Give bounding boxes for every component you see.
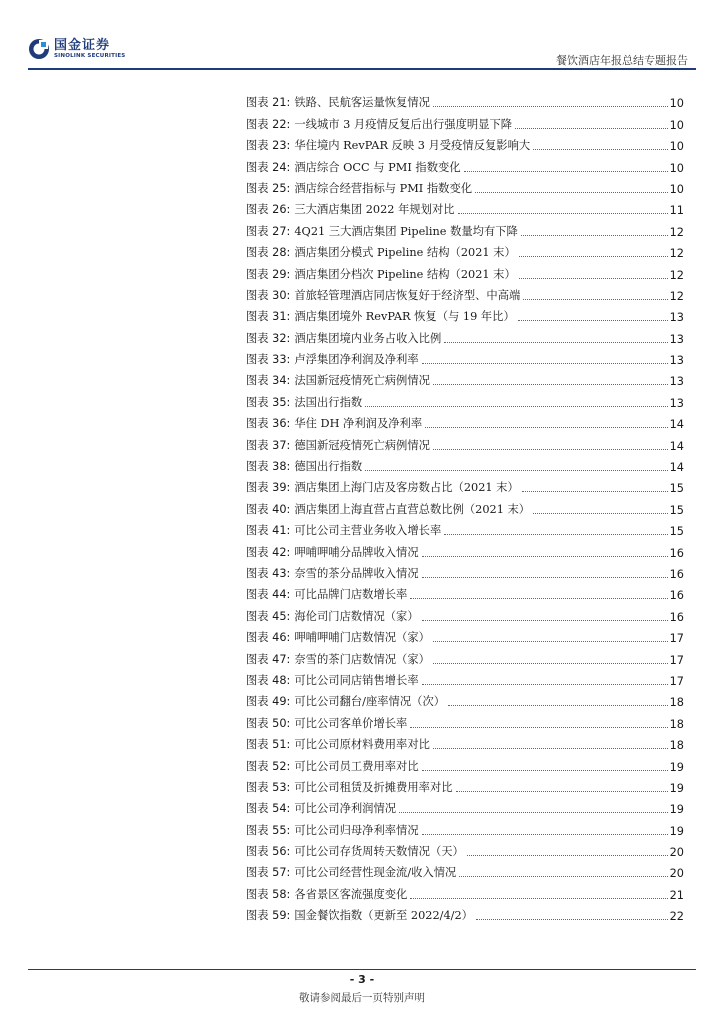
toc-entry-page: 14 bbox=[669, 461, 684, 475]
toc-entry[interactable] bbox=[246, 902, 684, 923]
toc-entry-title: 铁路、民航客运量恢复情况 bbox=[294, 96, 430, 110]
toc-entry-title: 可比公司存货周转天数情况（天） bbox=[294, 845, 464, 859]
toc-leader-dots bbox=[425, 427, 667, 428]
toc-entry-title: 呷哺呷哺门店数情况（家） bbox=[294, 631, 430, 645]
toc-entry-title: 可比公司同店销售增长率 bbox=[294, 673, 419, 687]
toc-entry-title: 酒店集团上海直营占直营总数比例（2021 末） bbox=[294, 502, 531, 516]
toc-leader-dots bbox=[422, 834, 668, 835]
toc-entry-page: 19 bbox=[669, 781, 684, 795]
toc-entry-title: 可比公司翻台/座率情况（次） bbox=[294, 695, 446, 709]
toc-leader-dots bbox=[518, 320, 668, 321]
toc-entry-page: 10 bbox=[669, 118, 684, 132]
toc-entry-label: 图表 50: bbox=[246, 716, 291, 730]
toc-entry[interactable] bbox=[246, 709, 684, 730]
toc-leader-dots bbox=[410, 727, 667, 728]
toc-entry[interactable] bbox=[246, 517, 684, 538]
toc-entry-label: 图表 28: bbox=[246, 246, 291, 260]
toc-leader-dots bbox=[433, 663, 668, 664]
toc-entry[interactable] bbox=[246, 538, 684, 559]
toc-leader-dots bbox=[515, 128, 668, 129]
toc-leader-dots bbox=[448, 705, 668, 706]
toc-entry-page: 15 bbox=[669, 525, 684, 539]
toc-entry-label: 图表 32: bbox=[246, 331, 291, 345]
toc-entry-page: 14 bbox=[669, 418, 684, 432]
toc-entry-label: 图表 52: bbox=[246, 759, 291, 773]
toc-leader-dots bbox=[410, 598, 667, 599]
toc-leader-dots bbox=[519, 256, 668, 257]
toc-entry[interactable] bbox=[246, 645, 684, 666]
toc-entry-label: 图表 39: bbox=[246, 481, 291, 495]
toc-leader-dots bbox=[399, 812, 668, 813]
toc-leader-dots bbox=[521, 235, 668, 236]
toc-entry-page: 10 bbox=[669, 161, 684, 175]
toc-entry-title: 法国出行指数 bbox=[294, 395, 363, 409]
toc-entry-label: 图表 31: bbox=[246, 310, 291, 324]
toc-entry-label: 图表 37: bbox=[246, 438, 291, 452]
toc-entry[interactable] bbox=[246, 731, 684, 752]
toc-entry-title: 4Q21 三大酒店集团 Pipeline 数量均有下降 bbox=[294, 224, 518, 238]
toc-leader-dots bbox=[433, 641, 668, 642]
toc-entry-title: 酒店集团上海门店及客房数占比（2021 末） bbox=[294, 481, 519, 495]
toc-entry[interactable] bbox=[246, 453, 684, 474]
toc-entry-title: 三大酒店集团 2022 年规划对比 bbox=[294, 203, 455, 217]
toc-entry-title: 呷哺呷哺分品牌收入情况 bbox=[294, 545, 419, 559]
toc-entry-label: 图表 59: bbox=[246, 909, 291, 923]
toc-leader-dots bbox=[365, 406, 667, 407]
page-number: - 3 - bbox=[349, 973, 375, 986]
toc-leader-dots bbox=[422, 770, 668, 771]
toc-entry-label: 图表 26: bbox=[246, 203, 291, 217]
toc-entry-title: 国金餐饮指数（更新至 2022/4/2） bbox=[294, 909, 473, 923]
toc-entry-title: 华住 DH 净利润及净利率 bbox=[294, 417, 423, 431]
toc-entry-label: 图表 48: bbox=[246, 673, 291, 687]
toc-entry-title: 华住境内 RevPAR 反映 3 月受疫情反复影响大 bbox=[294, 139, 531, 153]
toc-leader-dots bbox=[523, 299, 667, 300]
toc-entry-title: 德国新冠疫情死亡病例情况 bbox=[294, 438, 430, 452]
figure-index-list bbox=[246, 89, 684, 923]
toc-entry-label: 图表 53: bbox=[246, 780, 291, 794]
toc-entry-label: 图表 54: bbox=[246, 802, 291, 816]
toc-entry[interactable] bbox=[246, 260, 684, 281]
toc-entry-label: 图表 47: bbox=[246, 652, 291, 666]
toc-entry-label: 图表 22: bbox=[246, 117, 291, 131]
toc-entry-label: 图表 24: bbox=[246, 160, 291, 174]
toc-entry[interactable] bbox=[246, 774, 684, 795]
toc-entry-label: 图表 25: bbox=[246, 181, 291, 195]
toc-entry-page: 12 bbox=[669, 225, 684, 239]
toc-entry-page: 18 bbox=[669, 696, 684, 710]
toc-entry-label: 图表 35: bbox=[246, 395, 291, 409]
toc-entry-title: 卢浮集团净利润及净利率 bbox=[294, 353, 419, 367]
toc-leader-dots bbox=[433, 106, 668, 107]
toc-entry-label: 图表 46: bbox=[246, 631, 291, 645]
toc-leader-dots bbox=[433, 384, 668, 385]
toc-entry-label: 图表 27: bbox=[246, 224, 291, 238]
toc-entry-page: 11 bbox=[669, 204, 684, 218]
toc-leader-dots bbox=[475, 192, 668, 193]
toc-entry-title: 各省景区客流强度变化 bbox=[294, 887, 408, 901]
toc-entry-page: 17 bbox=[669, 674, 684, 688]
toc-entry-page: 21 bbox=[669, 888, 684, 902]
sinolink-logo-icon bbox=[28, 38, 50, 60]
toc-entry-page: 12 bbox=[669, 247, 684, 261]
toc-entry-title: 酒店集团境内业务占收入比例 bbox=[294, 331, 442, 345]
toc-leader-dots bbox=[458, 213, 668, 214]
toc-entry-page: 13 bbox=[669, 396, 684, 410]
toc-entry-label: 图表 49: bbox=[246, 695, 291, 709]
toc-leader-dots bbox=[444, 342, 667, 343]
toc-entry-title: 海伦司门店数情况（家） bbox=[294, 609, 419, 623]
toc-entry-page: 10 bbox=[669, 182, 684, 196]
toc-entry-page: 18 bbox=[669, 739, 684, 753]
toc-entry-title: 可比公司客单价增长率 bbox=[294, 716, 408, 730]
toc-entry-label: 图表 42: bbox=[246, 545, 291, 559]
toc-entry-page: 12 bbox=[669, 289, 684, 303]
toc-entry-label: 图表 43: bbox=[246, 566, 291, 580]
toc-entry[interactable] bbox=[246, 474, 684, 495]
toc-entry-title: 一线城市 3 月疫情反复后出行强度明显下降 bbox=[294, 117, 513, 131]
toc-entry[interactable] bbox=[246, 153, 684, 174]
toc-entry[interactable] bbox=[246, 495, 684, 516]
toc-leader-dots bbox=[422, 577, 668, 578]
toc-entry[interactable] bbox=[246, 581, 684, 602]
toc-entry-label: 图表 34: bbox=[246, 374, 291, 388]
toc-entry-label: 图表 55: bbox=[246, 823, 291, 837]
toc-entry-title: 奈雪的茶门店数情况（家） bbox=[294, 652, 430, 666]
toc-entry-page: 16 bbox=[669, 546, 684, 560]
toc-leader-dots bbox=[422, 620, 668, 621]
toc-entry[interactable] bbox=[246, 816, 684, 837]
toc-entry-title: 奈雪的茶分品牌收入情况 bbox=[294, 566, 419, 580]
report-title: 餐饮酒店年报总结专题报告 bbox=[556, 54, 688, 67]
toc-entry-label: 图表 57: bbox=[246, 866, 291, 880]
toc-leader-dots bbox=[365, 470, 667, 471]
toc-entry[interactable] bbox=[246, 624, 684, 645]
toc-entry-label: 图表 33: bbox=[246, 353, 291, 367]
toc-entry-label: 图表 51: bbox=[246, 738, 291, 752]
toc-entry-label: 图表 36: bbox=[246, 417, 291, 431]
toc-entry-title: 可比公司租赁及折摊费用率对比 bbox=[294, 780, 453, 794]
toc-entry-label: 图表 40: bbox=[246, 502, 291, 516]
toc-entry-page: 18 bbox=[669, 717, 684, 731]
toc-entry-title: 首旅轻管理酒店同店恢复好于经济型、中高端 bbox=[294, 288, 521, 302]
toc-leader-dots bbox=[422, 684, 668, 685]
toc-entry-title: 可比品牌门店数增长率 bbox=[294, 588, 408, 602]
toc-leader-dots bbox=[422, 363, 668, 364]
toc-entry-title: 可比公司净利润情况 bbox=[294, 802, 397, 816]
toc-entry[interactable] bbox=[246, 560, 684, 581]
toc-entry[interactable] bbox=[246, 196, 684, 217]
toc-leader-dots bbox=[464, 171, 668, 172]
toc-entry[interactable] bbox=[246, 795, 684, 816]
toc-entry-label: 图表 21: bbox=[246, 96, 291, 110]
toc-leader-dots bbox=[410, 898, 667, 899]
toc-entry-page: 10 bbox=[669, 97, 684, 111]
toc-entry-label: 图表 45: bbox=[246, 609, 291, 623]
toc-leader-dots bbox=[456, 791, 668, 792]
toc-entry[interactable] bbox=[246, 217, 684, 238]
toc-entry-page: 13 bbox=[669, 354, 684, 368]
brand-logo bbox=[28, 38, 125, 60]
toc-entry-label: 图表 23: bbox=[246, 139, 291, 153]
toc-entry[interactable] bbox=[246, 688, 684, 709]
toc-entry-page: 19 bbox=[669, 824, 684, 838]
header-divider bbox=[28, 68, 696, 70]
toc-entry[interactable] bbox=[246, 175, 684, 196]
toc-entry[interactable] bbox=[246, 324, 684, 345]
toc-entry-title: 酒店集团境外 RevPAR 恢复（与 19 年比） bbox=[294, 310, 515, 324]
toc-entry-page: 20 bbox=[669, 867, 684, 881]
toc-entry-page: 20 bbox=[669, 846, 684, 860]
toc-leader-dots bbox=[533, 513, 668, 514]
toc-leader-dots bbox=[444, 534, 667, 535]
toc-entry[interactable] bbox=[246, 431, 684, 452]
toc-entry[interactable] bbox=[246, 752, 684, 773]
toc-entry[interactable] bbox=[246, 602, 684, 623]
toc-entry-page: 10 bbox=[669, 140, 684, 154]
toc-entry[interactable] bbox=[246, 410, 684, 431]
toc-entry-page: 16 bbox=[669, 610, 684, 624]
toc-entry[interactable] bbox=[246, 239, 684, 260]
toc-entry-title: 法国新冠疫情死亡病例情况 bbox=[294, 374, 430, 388]
toc-entry[interactable] bbox=[246, 132, 684, 153]
toc-leader-dots bbox=[533, 149, 667, 150]
toc-entry[interactable] bbox=[246, 880, 684, 901]
toc-entry[interactable] bbox=[246, 282, 684, 303]
toc-entry-page: 17 bbox=[669, 632, 684, 646]
page-header bbox=[28, 38, 696, 68]
toc-entry-title: 酒店集团分档次 Pipeline 结构（2021 末） bbox=[294, 267, 516, 281]
toc-entry-label: 图表 44: bbox=[246, 588, 291, 602]
toc-entry-title: 酒店综合 OCC 与 PMI 指数变化 bbox=[294, 160, 461, 174]
toc-leader-dots bbox=[522, 491, 668, 492]
toc-entry-page: 15 bbox=[669, 482, 684, 496]
toc-entry-page: 13 bbox=[669, 375, 684, 389]
toc-entry-page: 16 bbox=[669, 567, 684, 581]
toc-entry-title: 德国出行指数 bbox=[294, 460, 363, 474]
logo-chinese-name: 国金证券 bbox=[54, 37, 111, 53]
toc-entry-title: 酒店综合经营指标与 PMI 指数变化 bbox=[294, 181, 473, 195]
toc-entry-page: 16 bbox=[669, 589, 684, 603]
toc-entry[interactable] bbox=[246, 838, 684, 859]
footer-disclaimer: 敬请参阅最后一页特别声明 bbox=[299, 992, 425, 1004]
toc-entry-page: 19 bbox=[669, 760, 684, 774]
toc-entry-title: 可比公司原材料费用率对比 bbox=[294, 738, 430, 752]
toc-entry-page: 17 bbox=[669, 653, 684, 667]
toc-entry-page: 12 bbox=[669, 268, 684, 282]
toc-entry-page: 15 bbox=[669, 503, 684, 517]
toc-leader-dots bbox=[459, 876, 667, 877]
toc-entry[interactable] bbox=[246, 388, 684, 409]
toc-entry-label: 图表 56: bbox=[246, 845, 291, 859]
toc-entry-label: 图表 38: bbox=[246, 460, 291, 474]
toc-entry-title: 可比公司员工费用率对比 bbox=[294, 759, 419, 773]
toc-entry-title: 酒店集团分模式 Pipeline 结构（2021 末） bbox=[294, 246, 516, 260]
toc-leader-dots bbox=[422, 556, 668, 557]
toc-leader-dots bbox=[476, 919, 668, 920]
logo-english-name: SINOLINK SECURITIES bbox=[54, 52, 126, 59]
toc-entry[interactable] bbox=[246, 346, 684, 367]
toc-entry-title: 可比公司经营性现金流/收入情况 bbox=[294, 866, 457, 880]
toc-entry-page: 13 bbox=[669, 332, 684, 346]
toc-entry-title: 可比公司归母净利率情况 bbox=[294, 823, 419, 837]
footer-divider bbox=[28, 969, 696, 970]
toc-entry-page: 19 bbox=[669, 803, 684, 817]
toc-leader-dots bbox=[467, 855, 668, 856]
toc-entry-label: 图表 29: bbox=[246, 267, 291, 281]
toc-entry[interactable] bbox=[246, 89, 684, 110]
toc-entry-label: 图表 30: bbox=[246, 288, 291, 302]
toc-entry[interactable] bbox=[246, 859, 684, 880]
toc-entry-title: 可比公司主营业务收入增长率 bbox=[294, 524, 442, 538]
toc-entry-label: 图表 41: bbox=[246, 524, 291, 538]
toc-entry-page: 22 bbox=[669, 910, 684, 924]
toc-entry-page: 14 bbox=[669, 439, 684, 453]
toc-leader-dots bbox=[433, 748, 668, 749]
toc-entry[interactable] bbox=[246, 667, 684, 688]
toc-leader-dots bbox=[519, 278, 668, 279]
toc-entry[interactable] bbox=[246, 367, 684, 388]
toc-entry[interactable] bbox=[246, 110, 684, 131]
toc-entry-page: 13 bbox=[669, 311, 684, 325]
toc-entry-label: 图表 58: bbox=[246, 887, 291, 901]
toc-entry[interactable] bbox=[246, 303, 684, 324]
toc-leader-dots bbox=[433, 449, 668, 450]
